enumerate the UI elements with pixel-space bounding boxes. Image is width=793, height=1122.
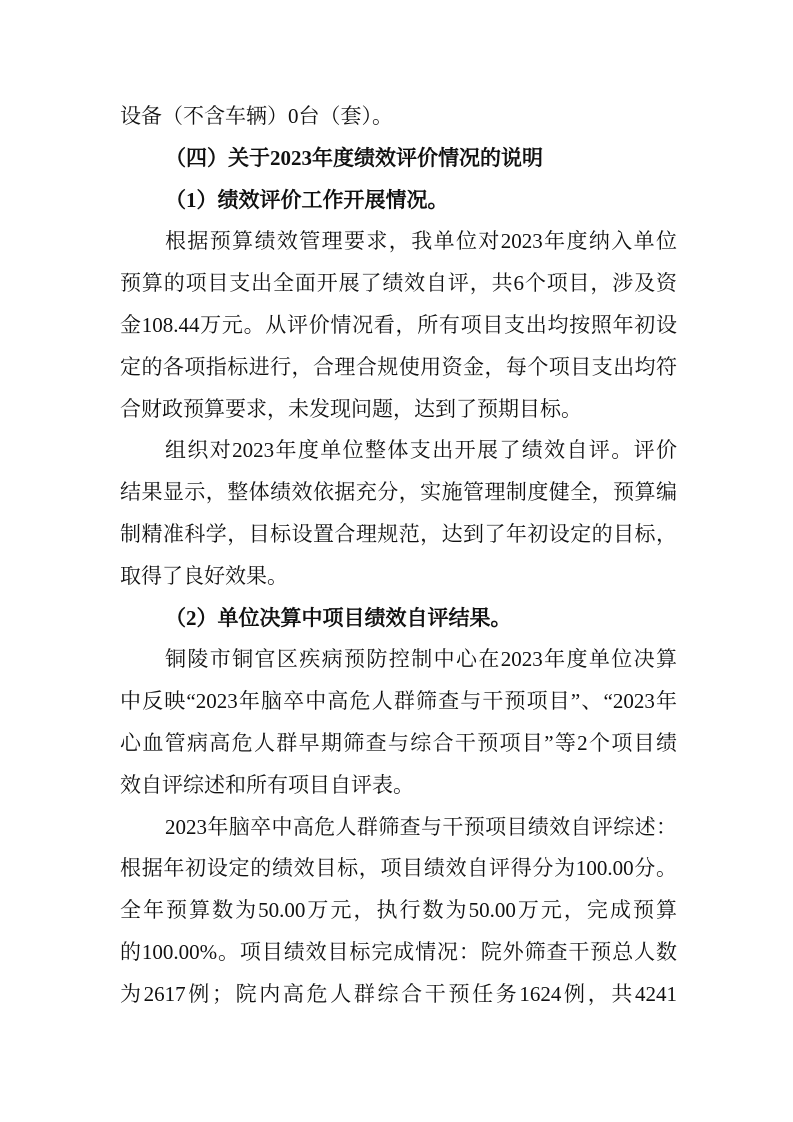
paragraph-line: 铜陵市铜官区疾病预防控制中心在2023年度单位决算 [165,647,677,672]
paragraph-line: 取得了良好效果。 [120,563,288,588]
paragraph-line: 合财政预算要求，未发现问题，达到了预期目标。 [120,396,582,421]
paragraph-line: 全年预算数为50.00万元，执行数为50.00万元，完成预算 [120,898,677,923]
document-body [120,96,677,1016]
paragraph-line: 组织对2023年度单位整体支出开展了绩效自评。评价 [165,438,677,463]
paragraph-line: 预算的项目支出全面开展了绩效自评，共6个项目，涉及资 [120,271,677,296]
section-heading: （四）关于2023年度绩效评价情况的说明 [165,145,543,170]
paragraph-line: 根据年初设定的绩效目标，项目绩效自评得分为100.00分。 [120,856,677,881]
paragraph-line: 2023年脑卒中高危人群筛查与干预项目绩效自评综述： [165,814,677,839]
paragraph-line: 中反映“2023年脑卒中高危人群筛查与干预项目”、“2023年 [120,689,677,714]
section-heading: （2）单位决算中项目绩效自评结果。 [165,605,512,630]
paragraph-line: 效自评综述和所有项目自评表。 [120,772,414,797]
paragraph-line: 的100.00%。项目绩效目标完成情况：院外筛查干预总人数 [120,939,677,964]
paragraph-line: 设备（不含车辆）0台（套）。 [120,104,393,128]
paragraph-line: 心血管病高危人群早期筛查与综合干预项目”等2个项目绩 [120,730,677,755]
paragraph-line: 金108.44万元。从评价情况看，所有项目支出均按照年初设 [120,312,677,337]
section-heading: （1）绩效评价工作开展情况。 [165,187,449,212]
paragraph-line: 结果显示，整体绩效依据充分，实施管理制度健全，预算编 [120,480,677,505]
paragraph-line: 定的各项指标进行，合理合规使用资金，每个项目支出均符 [120,354,677,379]
paragraph-line: 制精准科学，目标设置合理规范，达到了年初设定的目标， [120,521,677,546]
paragraph-line: 为2617例；院内高危人群综合干预任务1624例，共4241 [120,981,677,1006]
paragraph-line: 根据预算绩效管理要求，我单位对2023年度纳入单位 [165,229,677,254]
